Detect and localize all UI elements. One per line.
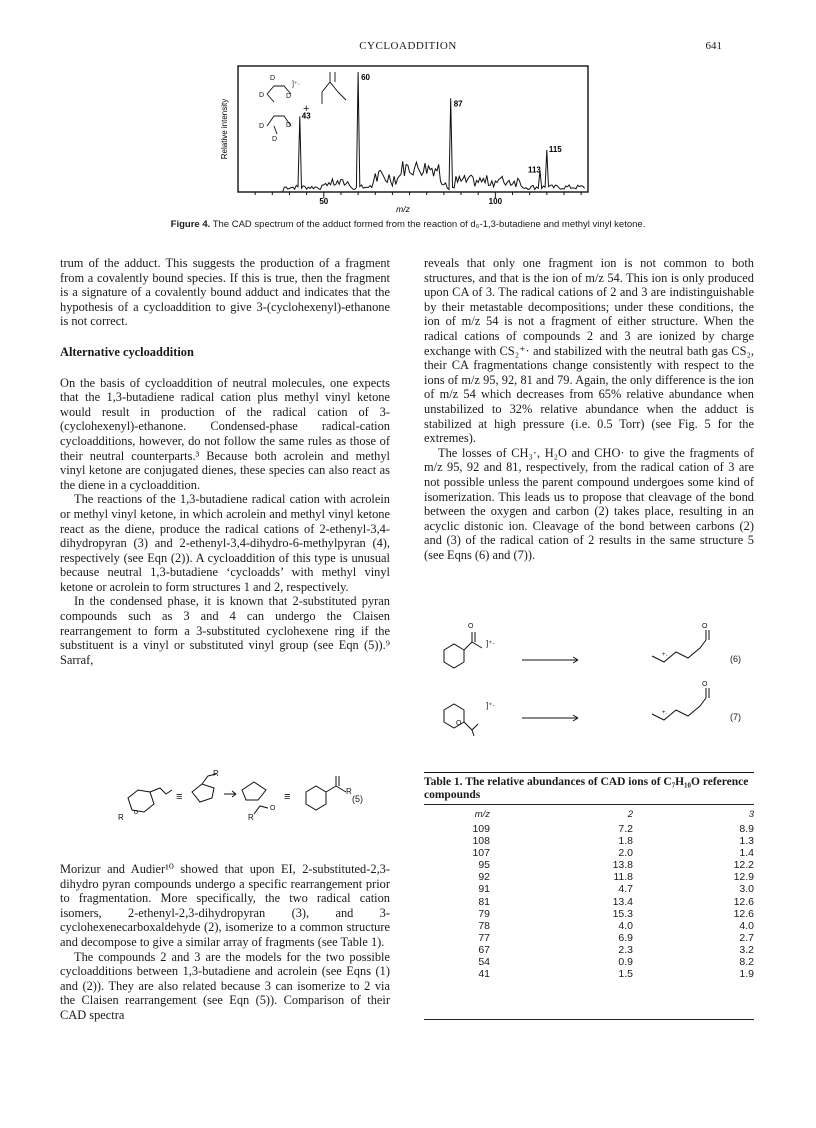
left-paragraph-1: trum of the adduct. This suggests the production of a fragment from a covalently bound species. If this is true, then the fragment is a signature of a covalently bound adduct and indicates that the hypothesis of a cycloaddition to give 3-(cyclohexenyl)-ethanone is not correct. — [60, 256, 390, 329]
cell-compound-3: 1.3 — [739, 835, 754, 848]
cell-compound-2: 2.3 — [618, 943, 633, 956]
cell-compound-3: 3.2 — [739, 943, 754, 956]
svg-text:D: D — [259, 123, 265, 130]
x-tick-label: 50 — [319, 197, 329, 206]
cell-compound-2: 0.9 — [618, 956, 633, 969]
table-row — [424, 859, 754, 871]
table-row — [424, 835, 754, 847]
cell-compound-3: 12.6 — [733, 907, 754, 920]
running-title: CYCLOADDITION — [359, 40, 457, 52]
cell-compound-2: 1.8 — [618, 835, 633, 848]
svg-text:]⁺·: ]⁺· — [292, 81, 300, 88]
cell-mz: 91 — [478, 883, 490, 896]
x-tick-label: 100 — [488, 197, 503, 206]
table-header-mz: m/z — [474, 809, 490, 820]
table-row — [424, 944, 754, 956]
table-row — [424, 932, 754, 944]
table-row — [424, 871, 754, 883]
cell-mz: 79 — [478, 907, 490, 920]
svg-text:D: D — [286, 93, 292, 100]
page-header — [0, 40, 816, 58]
svg-text:D: D — [270, 75, 276, 82]
y-axis-label: Relative intensity — [220, 98, 229, 160]
equation-6-label: (6) — [730, 654, 741, 664]
cell-compound-2: 15.3 — [612, 907, 633, 920]
svg-text:O: O — [456, 720, 462, 727]
peak-label: 115 — [548, 145, 562, 154]
right-paragraph-2: The losses of CH₃·, H₂O and CHO· to give the fragments of m/z 95, 92 and 81, respectively, from the radical cation of 3 are not possible unless the parent compound undergoes some kind of isomerization. This leads us to propose that cleavage of the bond between the oxygen and carbon (2) takes place, resulting in an acyclic distonic ion. Cleavage of the bond between carbons (2) and (3) of the radical cation of 2 results in the same structure 5 (see Eqns (6) and (7)). — [424, 445, 754, 562]
left-column — [60, 256, 390, 667]
table-row — [424, 883, 754, 895]
svg-text:+: + — [303, 103, 310, 115]
figure-caption: Figure 4. The CAD spectrum of the adduct formed from the reaction of d₆-1,3-butadiene and methyl vinyl ketone. — [170, 219, 646, 230]
inset-structures — [259, 72, 346, 143]
cell-compound-2: 4.7 — [618, 883, 633, 896]
svg-text:D: D — [286, 122, 292, 129]
cell-compound-3: 4.0 — [739, 919, 754, 932]
cell-mz: 67 — [478, 943, 490, 956]
cell-compound-3: 8.2 — [739, 956, 754, 969]
cell-compound-2: 13.4 — [612, 895, 633, 908]
svg-text:≡: ≡ — [284, 791, 291, 803]
left-paragraph-3: The reactions of the 1,3-butadiene radical cation with acrolein or methyl vinyl ketone, in which acrolein and methyl vinyl ketone react as the diene, produce the radical cations of 2-ethenyl-3,4-dihydropyran (3) and 2-ethenyl-3,4-dihydro-6-methylpyran (4), respectively (see Eqn (2)). A cycloaddition of this type is unusual because neutral 1,3-butadiene ‘cycloadds’ with methyl vinyl ketone or acrolein to form structures 1 and 2, respectively. — [60, 492, 390, 594]
cell-mz: 108 — [472, 835, 490, 848]
cell-mz: 107 — [472, 847, 490, 860]
svg-text:≡: ≡ — [176, 791, 183, 803]
table-header-2: 2 — [627, 809, 633, 820]
left-column-lower — [60, 862, 390, 1023]
cell-compound-3: 1.4 — [739, 847, 754, 860]
svg-text:+.: +. — [662, 652, 668, 658]
section-heading: Alternative cycloaddition — [60, 344, 194, 359]
right-paragraph-1: reveals that only one fragment ion is not common to both structures, and that is the ion of m/z 54. This ion is only produced upon CA of 3. The radical cations of 2 and 3 are indistinguishable by their metastable decompositions; under these conditions, the ion of m/z 54 is not a fragment of either structure. When the radical cations of compounds 2 and 3 are ionized by charge exchange with CS₂⁺· and stabilized with the neutral bath gas CS₂, their CA fragmentations change consistently with respect to the ions of m/z 95, 92, 81 and 79. Again, the only difference is the ion of m/z 54 which decreases from 65% relative abundance when unstabilized to 32% relative abundance when the adduct is stabilized at high pressure (i.e. 0.5 Torr) (see Fig. 5 for the extremes). — [424, 256, 754, 446]
equations-6-7 — [424, 618, 754, 742]
methyl-vinyl-ketone — [322, 72, 346, 104]
cell-compound-2: 11.8 — [613, 871, 633, 884]
cell-mz: 78 — [478, 919, 490, 932]
svg-text:]⁺·: ]⁺· — [486, 639, 496, 648]
cell-compound-3: 1.9 — [739, 968, 754, 981]
table-row — [424, 920, 754, 932]
cell-compound-3: 3.0 — [739, 883, 754, 896]
page-number: 641 — [705, 40, 722, 52]
peak-label: 43 — [301, 111, 311, 121]
equation-7-label: (7) — [730, 712, 741, 722]
left-paragraph-2: On the basis of cycloaddition of neutral molecules, one expects that the 1,3-butadiene radical cation plus methyl vinyl ketone would result in production of the radical cation of 3-(cyclohexenyl)-ethanone. Condensed-phase radical-cation cycloadditions, however, do not follow the same rules as those of their neutral counterparts.³ Because both acrolein and methyl vinyl ketone are conjugated dienes, these species can also react as the diene in a cycloaddition. — [60, 375, 390, 492]
right-column — [424, 256, 754, 562]
svg-text:O: O — [270, 805, 276, 812]
svg-text:R: R — [118, 813, 124, 822]
table-header-3: 3 — [748, 809, 754, 820]
cell-compound-3: 12.2 — [733, 859, 754, 872]
cell-compound-3: 8.9 — [739, 823, 754, 835]
svg-text:o: o — [134, 809, 138, 816]
svg-text:+.: +. — [662, 710, 668, 716]
svg-text:D: D — [272, 136, 278, 143]
peak-labels — [302, 73, 563, 174]
spectrum-chart — [212, 64, 612, 219]
peak-label: 87 — [453, 99, 463, 109]
cell-mz: 95 — [478, 859, 490, 872]
svg-text:D: D — [259, 92, 265, 99]
cell-mz: 92 — [478, 871, 490, 884]
table-top-rule — [424, 772, 754, 773]
equation-5-label: (5) — [352, 794, 363, 804]
left-paragraph-5: Morizur and Audier¹⁰ showed that upon EI, 2-substituted-2,3-dihydro pyran compounds undergo a specific rearrangement prior to fragmentation. More specifically, the two radical cation isomers, 2-ethenyl-2,3-dihydropyran (3), and 3-cyclohexenecarboxaldehyde (2), isomerize to a common structure and decompose to give a similar array of fragments (see Table 1). — [60, 862, 390, 949]
cell-compound-3: 12.9 — [733, 871, 754, 884]
cell-compound-3: 12.6 — [733, 895, 754, 908]
equation-5 — [120, 770, 390, 844]
svg-text:R: R — [213, 769, 219, 778]
cell-mz: 41 — [478, 968, 490, 981]
svg-text:O: O — [702, 623, 708, 630]
svg-text:]⁺·: ]⁺· — [486, 701, 496, 710]
cell-compound-2: 4.0 — [618, 919, 633, 932]
svg-text:O: O — [702, 681, 708, 688]
cell-mz: 81 — [478, 895, 490, 908]
svg-text:O: O — [468, 623, 474, 630]
x-axis-label: m/z — [396, 204, 410, 214]
table-row — [424, 823, 754, 835]
cell-compound-2: 13.8 — [612, 859, 633, 872]
table-row — [424, 908, 754, 920]
cell-compound-3: 2.7 — [739, 931, 754, 944]
figure-4 — [212, 64, 612, 219]
table-row — [424, 847, 754, 859]
cell-compound-2: 1.5 — [618, 968, 633, 981]
peak-label: 60 — [361, 73, 371, 82]
peak-label: 113 — [527, 165, 541, 175]
cell-mz: 77 — [478, 931, 490, 944]
table-header-rule — [424, 804, 754, 805]
cell-compound-2: 7.2 — [618, 823, 633, 835]
table-1 — [424, 806, 754, 980]
svg-text:R: R — [346, 787, 352, 796]
table-bottom-rule — [424, 1019, 754, 1020]
table-row — [424, 968, 754, 980]
x-ticks — [255, 192, 581, 206]
table-row — [424, 956, 754, 968]
left-paragraph-4: In the condensed phase, it is known that 2-substituted pyran compounds such as 3 and 4 can undergo the Claisen rearrangement to form a 3-substituted cyclohexene ring if the substituent is a vinyl or substituted vinyl group (see Eqn (5)).⁹ Sarraf, — [60, 594, 390, 667]
cell-mz: 109 — [472, 823, 490, 835]
cell-compound-2: 2.0 — [618, 847, 633, 860]
table-body — [424, 823, 754, 980]
left-paragraph-6: The compounds 2 and 3 are the models for the two possible cycloadditions between 1,3-butadiene and acrolein (see Eqns (1) and (2)). They are also related because 3 can isomerize to 2 via the Claisen rearrangement (see Eqn (5)). Comparison of their CAD spectra — [60, 949, 390, 1022]
cell-mz: 54 — [478, 956, 490, 969]
cell-compound-2: 6.9 — [618, 931, 633, 944]
table-row — [424, 896, 754, 908]
svg-text:R: R — [248, 813, 254, 822]
table-header-row — [424, 806, 754, 823]
table-caption: Table 1. The relative abundances of CAD ions of C₇H₁₀O reference compounds — [424, 776, 749, 801]
